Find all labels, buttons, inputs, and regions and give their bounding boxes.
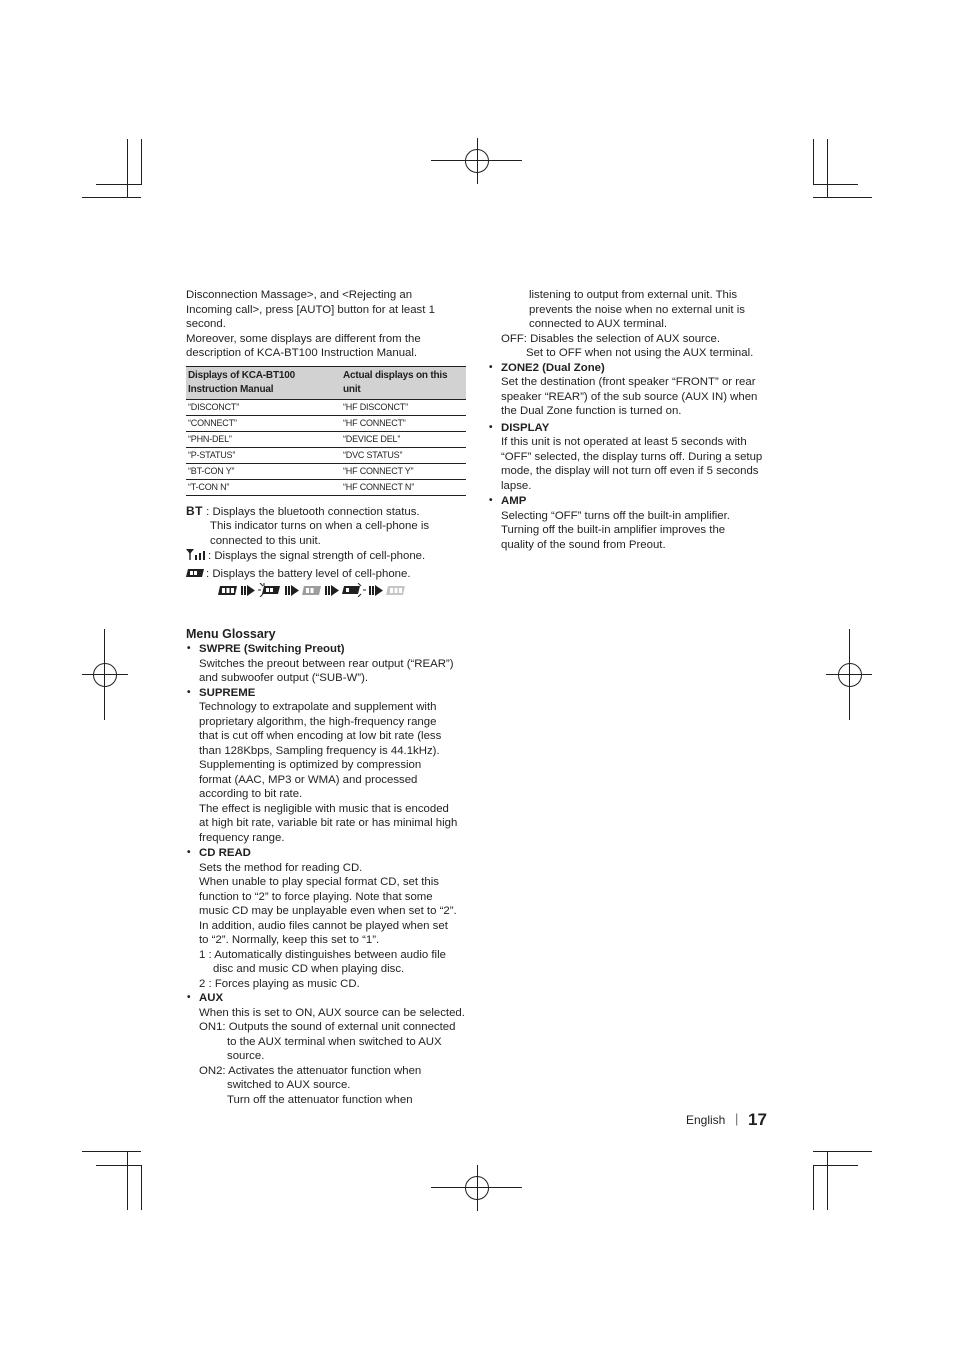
page-footer xyxy=(686,1110,776,1132)
glossary-item-title: • SUPREME xyxy=(186,686,468,701)
table-header: Displays of KCA-BT100 Instruction Manual xyxy=(186,366,341,399)
table-cell: “HF CONNECT Y” xyxy=(341,463,466,479)
arrow-right-icon xyxy=(369,585,383,596)
table-row xyxy=(186,415,466,431)
table-cell: “PHN-DEL” xyxy=(186,431,341,447)
battery-indicator-line: : Displays the battery level of cell-phone. xyxy=(186,567,468,582)
battery-full-icon xyxy=(218,585,238,596)
arrow-right-icon xyxy=(285,585,299,596)
table-row xyxy=(186,463,466,479)
intro-line: second. xyxy=(186,318,226,330)
glossary-item-title: • AUX xyxy=(186,991,468,1006)
battery-blinking-icon xyxy=(342,583,366,597)
glossary-item-body: If this unit is not operated at least 5 seconds with “OFF” selected, the display turns off. During a setup mode, the display will not turn off even if 5 seconds lapse. xyxy=(501,436,763,492)
table-row xyxy=(186,447,466,463)
table-cell: “DVC STATUS” xyxy=(341,447,466,463)
table-cell: “BT-CON Y” xyxy=(186,463,341,479)
battery-level-sequence xyxy=(186,583,468,597)
battery-empty-icon xyxy=(386,585,406,596)
table-cell: “P-STATUS” xyxy=(186,447,341,463)
glossary-item-body: Sets the method for reading CD. When unable to play special format CD, set this function to “2” to force playing. Note that some music CD may be unplayable even when set to “2”. In addition, audio files cannot be played when set to “2”. Normally, keep this set to “1”. 1 : Automatically distinguishes between audio file disc and music CD when playing disc. 2 : Forces playing as music CD. xyxy=(199,861,457,990)
intro-line: Incoming call>, press [AUTO] button for at least 1 xyxy=(186,303,435,316)
glossary-item-title: • DISPLAY xyxy=(488,421,778,436)
page-number: 17 xyxy=(748,1110,767,1129)
intro-line: Disconnection Massage>, and <Rejecting an xyxy=(186,289,413,301)
intro-line: description of KCA-BT100 Instruction Manual. xyxy=(186,347,418,359)
bluetooth-icon: BT xyxy=(186,503,203,518)
right-column xyxy=(488,288,778,552)
signal-strength-icon xyxy=(186,549,208,560)
bt-indicator-line: BT : Displays the bluetooth connection status. xyxy=(186,503,420,518)
footer-separator: | xyxy=(735,1111,739,1126)
table-row xyxy=(186,431,466,447)
glossary-item-title: • SWPRE (Switching Preout) xyxy=(186,642,468,657)
intro-text xyxy=(186,288,468,361)
glossary-item-body: Set the destination (front speaker “FRONT” or rear speaker “REAR”) of the sub source (AUX IN) when the Dual Zone function is turned on. xyxy=(501,376,758,417)
glossary-item-body: Switches the preout between rear output (“REAR”) and subwoofer output (“SUB-W”). xyxy=(199,657,454,684)
glossary-item-title: • CD READ xyxy=(186,846,468,861)
glossary-item-title: • AMP xyxy=(488,494,778,509)
aux-off-option: OFF: Disables the selection of AUX source. xyxy=(501,332,721,345)
table-header: Actual displays on this unit xyxy=(341,366,466,399)
table-cell: “CONNECT” xyxy=(186,415,341,431)
table-row xyxy=(186,479,466,495)
glossary-item-body: Technology to extrapolate and supplement with proprietary algorithm, the high-frequency range that is cut off when encoding at low bit rate (less than 128Kbps, Sampling frequency is 44.1kHz). Supplementing is optimized by compression format (AAC, MP3 or WMA) and processed according to bit rate. The effect is negligible with music that is encoded at high bit rate, variable bit rate or has minimal high frequency range. xyxy=(199,701,458,844)
bt-indicator-line: This indicator turns on when a cell-phone is xyxy=(210,520,430,532)
glossary-item-body: When this is set to ON, AUX source can be selected. ON1: Outputs the sound of external unit connected to the AUX terminal when switched to AUX source. ON2: Activates the attenuator function when switched to AUX source. Turn off the attenuator function when xyxy=(199,1006,465,1106)
bt-indicator-line: connected to this unit. xyxy=(210,534,321,547)
arrow-right-icon xyxy=(241,585,255,596)
aux-off-option: Set to OFF when not using the AUX terminal. xyxy=(526,347,754,359)
footer-language: English xyxy=(686,1113,726,1127)
table-cell: “DEVICE DEL” xyxy=(341,431,466,447)
battery-icon xyxy=(186,567,206,578)
display-comparison-table xyxy=(186,366,466,496)
left-column xyxy=(186,288,468,1107)
table-row xyxy=(186,399,466,415)
glossary-item-title: • ZONE2 (Dual Zone) xyxy=(488,361,778,376)
battery-blinking-icon xyxy=(258,583,282,597)
table-cell: “HF CONNECT N” xyxy=(341,479,466,495)
indicator-descriptions xyxy=(186,504,468,598)
glossary-item-body: Selecting “OFF” turns off the built-in amplifier. Turning off the built-in amplifier improves the quality of the sound from Preout. xyxy=(501,509,730,551)
table-cell: “T-CON N” xyxy=(186,479,341,495)
table-header-row xyxy=(186,366,466,399)
section-heading: Menu Glossary xyxy=(186,627,276,641)
table-cell: “DISCONCT” xyxy=(186,399,341,415)
arrow-right-icon xyxy=(325,585,339,596)
table-cell: “HF CONNECT” xyxy=(341,415,466,431)
intro-line: Moreover, some displays are different from the xyxy=(186,332,421,345)
signal-indicator-line: : Displays the signal strength of cell-phone. xyxy=(186,549,468,564)
menu-glossary xyxy=(186,627,468,1107)
aux-continued: listening to output from external unit. This prevents the noise when no external unit is connected to AUX terminal. xyxy=(529,289,745,330)
table-cell: “HF DISCONCT” xyxy=(341,399,466,415)
battery-low-icon xyxy=(302,585,322,596)
